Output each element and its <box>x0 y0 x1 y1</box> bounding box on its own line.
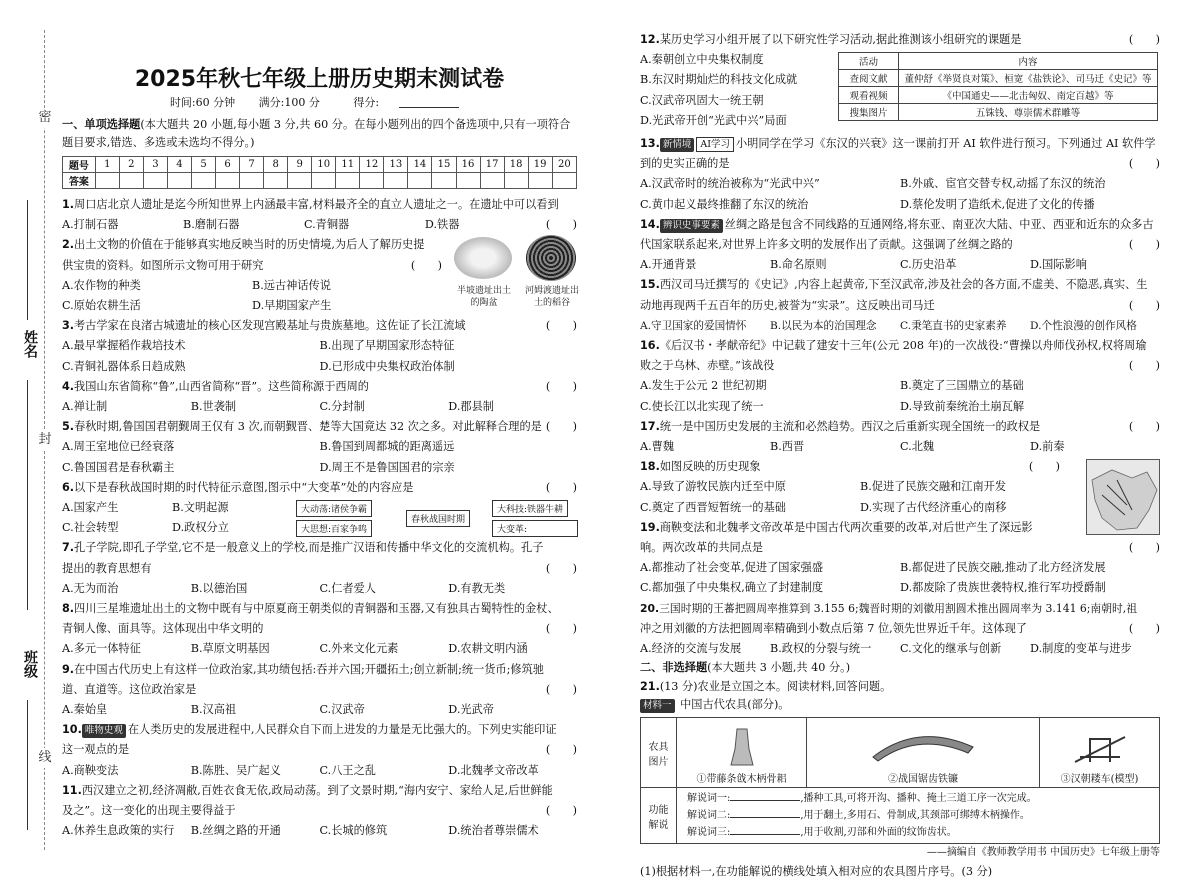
blank-3[interactable] <box>730 834 800 835</box>
answer-number-cell: 2 <box>119 157 143 173</box>
question-2: 2.出土文物的价值在于能够真实地反映当时的历史情境,为后人了解历史提 供宝贵的资料。如图所示文物可用于研究 ( ) A.农作物的种类 B.远古神话传说 C.原始农耕生活 D.早期国家产生 半坡遗址出土的陶盆 河姆渡遗址出土的稻谷 <box>62 235 577 316</box>
question-9-line2: 道、直道等。这位政治家是 ( ) <box>62 682 577 696</box>
answer-number-cell: 11 <box>336 157 360 173</box>
answer-cell[interactable] <box>360 173 384 189</box>
section-1-header: 一、单项选择题(本大题共 20 小题,每小题 3 分,共 60 分。在每小题列出的四个备选项中,只有一项符合题目要求,错选、多选或未选均不得分。) <box>62 118 571 149</box>
question-14-options[interactable]: A.开通背景 B.命名原则 C.历史沿革 D.国际影响 <box>640 258 1087 272</box>
diagram-box-tech: 大科技:铁器牛耕 <box>492 500 568 517</box>
section-2-header: 二、非选择题(本大题共 3 小题,共 40 分。) <box>640 661 851 675</box>
answer-cell[interactable] <box>336 173 360 189</box>
question-6: 6.以下是春秋战国时期的时代特征示意图,图示中“大变革”处的内容应是 ( ) A.国家产生 B.文明起源 C.社会转型 D.政权分立 大动荡:诸侯争霸 大思想:百家争鸣 春秋战国时期 大科技:铁器牛耕 大变革: <box>62 478 577 539</box>
seal-char-mi: 密 <box>35 108 55 128</box>
question-9-options[interactable]: A.秦始皇 B.汉高祖 C.汉武帝 D.光武帝 <box>62 703 494 717</box>
answer-number-cell: 20 <box>552 157 576 173</box>
exam-time: 时间:60 分钟 <box>169 96 236 109</box>
question-7: 7.孔子学院,即孔子学堂,它不是一般意义上的学校,而是推广汉语和传播中华文化的交流机构。孔子 <box>62 541 544 555</box>
answer-number-cell: 14 <box>408 157 432 173</box>
question-5-options[interactable]: A.周王室地位已经衰落 B.鲁国到周都城的距离遥远 C.鲁国国君是春秋霸主 D.周王不是鲁国国君的宗亲 <box>62 440 455 474</box>
score-blank[interactable] <box>399 98 459 108</box>
question-6-options[interactable]: A.国家产生 B.文明起源 C.社会转型 D.政权分立 <box>62 501 229 535</box>
blank-1[interactable] <box>730 800 800 801</box>
seal-char-feng: 封 <box>35 430 55 450</box>
era-diagram <box>296 500 586 540</box>
answer-cell[interactable] <box>456 173 480 189</box>
question-18-options[interactable]: A.导致了游牧民族内迁至中原 B.促进了民族交融和江南开发 C.奠定了西晋短暂统一的基础 D.实现了古代经济重心的南移 <box>640 480 1007 514</box>
pottery-caption: 半坡遗址出土的陶盆 <box>456 286 511 309</box>
tag-new-context: 新情境 <box>660 138 695 152</box>
diagram-box-era: 春秋战国时期 <box>406 510 470 527</box>
question-4: 4.我国山东省简称“鲁”,山西省简称“晋”。这些简称源于西周的 ( ) <box>62 379 577 393</box>
answer-number-cell: 6 <box>216 157 240 173</box>
answer-table-head-number: 题号 <box>63 157 96 173</box>
question-3-options[interactable]: A.最早掌握稻作栽培技术 B.出现了早期国家形态特征 C.青铜礼器体系日趋成熟 D.已形成中央集权政治体制 <box>62 339 455 373</box>
answer-number-cell: 8 <box>264 157 288 173</box>
answer-cell[interactable] <box>480 173 504 189</box>
question-17: 17.统一是中国历史发展的主流和必然趋势。西汉之后重新实现全国统一的政权是 ( ) <box>640 419 1160 433</box>
question-20: 20.三国时期的王蕃把圆周率推算到 3.155 6;魏晋时期的刘徽用割圆术推出圆周率为 3.141 6;南朝时,祖 <box>640 601 1138 615</box>
question-15-options[interactable]: A.守卫国家的爱国情怀 B.以民为本的治国理念 C.秉笔直书的史家素养 D.个性浪漫的创作风格 <box>640 319 1137 332</box>
answer-number-cell: 9 <box>288 157 312 173</box>
answer-number-cell: 1 <box>95 157 119 173</box>
question-7-line2: 提出的教育思想有 ( ) <box>62 561 577 575</box>
question-19-line2: 响。两次改革的共同点是 ( ) <box>640 541 1160 555</box>
answer-cell[interactable] <box>288 173 312 189</box>
page-title: 2025年秋七年级上册历史期末测试卷 <box>134 67 505 92</box>
left-column <box>62 30 577 842</box>
answer-number-cell: 12 <box>360 157 384 173</box>
iron-sickle-icon <box>868 727 978 767</box>
question-21-sub1: (1)根据材料一,在功能解说的横线处填入相对应的农具图片序号。(3 分) <box>640 865 993 879</box>
question-7-options[interactable]: A.无为而治 B.以德治国 C.仁者爱人 D.有教无类 <box>62 581 506 595</box>
question-13: 13. 新情境 AI学习 小明同学在学习《东汉的兴衰》这一课前打开 AI 软件进行预习。下列通过 AI 软件学 <box>640 137 1156 150</box>
class-line <box>27 700 28 830</box>
answer-cell[interactable] <box>552 173 576 189</box>
question-4-options[interactable]: A.禅让制 B.世袭制 C.分封制 D.郡县制 <box>62 400 494 414</box>
question-17-options[interactable]: A.曹魏 B.西晋 C.北魏 D.前秦 <box>640 440 1065 454</box>
question-16-options[interactable]: A.发生于公元 2 世纪初期 B.奠定了三国鼎立的基础 C.使长江以北实现了统一 D.导致前秦统治土崩瓦解 <box>640 379 1025 413</box>
question-3: 3.考古学家在良渚古城遗址的核心区发现宫殿基址与贵族墓地。这佐证了长江流域 ( ) <box>62 319 577 333</box>
tools-row-head: 农具图片 <box>641 718 677 788</box>
question-9: 9.在中国古代历史上有这样一位政治家,其功绩包括:吞并六国;开疆拓土;创立新制;统一货币;修筑驰 <box>62 662 544 676</box>
answer-cell[interactable] <box>384 173 408 189</box>
tag-materialism: 唯物史观 <box>82 724 126 738</box>
answer-number-cell: 3 <box>143 157 167 173</box>
diagram-box-change: 大变革: <box>492 520 578 537</box>
tool-cell-3: ③汉朝耧车(模型) <box>1040 718 1160 788</box>
blank-2[interactable] <box>730 817 800 818</box>
answer-number-cell: 19 <box>528 157 552 173</box>
question-14: 14. 辨识史事要素 丝绸之路是包含不同线路的互通网络,将东亚、南亚次大陆、中亚、西亚和近东的众多古 <box>640 217 1154 231</box>
rice-caption: 河姆渡遗址出土的稻谷 <box>524 286 579 309</box>
question-8: 8.四川三星堆遗址出土的文物中既有与中原夏商王朝类似的青铜器和玉器,又有独具古蜀特性的金杖、 <box>62 602 559 616</box>
answer-cell[interactable] <box>240 173 264 189</box>
question-8-options[interactable]: A.多元一体特征 B.草原文明基因 C.外来文化元素 D.农耕文明内涵 <box>62 642 528 656</box>
answer-cell[interactable] <box>143 173 167 189</box>
right-column <box>640 30 1160 882</box>
answer-cell[interactable] <box>408 173 432 189</box>
diagram-box-turmoil: 大动荡:诸侯争霸 <box>296 500 372 517</box>
question-13-line2: 到的史实正确的是 ( ) <box>640 157 1160 171</box>
migration-map <box>1086 459 1160 535</box>
question-15: 15.西汉司马迁撰写的《史记》,内容上起黄帝,下至汉武帝,涉及社会的各方面,不虚美、不隐恶,真实、生 <box>640 278 1148 292</box>
function-row-head: 功能解说 <box>641 788 677 844</box>
material-source: ——摘编自《教师教学用书 中国历史》七年级上册等 <box>926 847 1160 859</box>
question-15-line2: 动地再现两千五百年的历史,被誉为“实录”。这反映出司马迁 ( ) <box>640 298 1160 312</box>
question-20-options[interactable]: A.经济的交流与发展 B.政权的分裂与统一 C.文化的继承与创新 D.制度的变革与进步 <box>640 642 1132 656</box>
answer-cell[interactable] <box>432 173 456 189</box>
binding-margin <box>0 0 58 882</box>
answer-cell[interactable] <box>312 173 336 189</box>
answer-table-head-answer: 答案 <box>63 173 96 189</box>
question-12-options[interactable]: A.秦朝创立中央集权制度 B.东汉时期灿烂的科技文化成就 C.汉武帝巩固大一统王朝 D.光武帝开创“光武中兴”局面 <box>640 53 798 127</box>
question-10-options[interactable]: A.商鞅变法 B.陈胜、吴广起义 C.八王之乱 D.北魏孝文帝改革 <box>62 763 539 777</box>
material-1-label: 材料一 中国古代农具(部分)。 <box>640 697 1160 713</box>
answer-cell[interactable] <box>528 173 552 189</box>
question-10-line2: 这一观点的是 ( ) <box>62 743 577 757</box>
question-1: 1.周口店北京人遗址是迄今所知世界上内涵最丰富,材料最齐全的直立人遗址之一。在遗址中可以看到 ( ) <box>62 198 577 232</box>
question-14-line2: 代国家联系起来,对世界上许多文明的发展作出了贡献。这强调了丝绸之路的 ( ) <box>640 238 1160 252</box>
question-19-options[interactable]: A.都推动了社会变革,促进了国家强盛 B.都促进了民族交融,推动了北方经济发展 C.都加强了中央集权,确立了封建制度 D.都废除了贵族世袭特权,推行军功授爵制 <box>640 561 1106 595</box>
question-11-line2: 及之”。这一变化的出现主要得益于 ( ) <box>62 804 577 818</box>
pottery-basin-image <box>454 237 512 279</box>
farm-tools-table <box>640 717 1160 844</box>
seed-drill-icon <box>1070 727 1130 767</box>
question-2-options[interactable]: A.农作物的种类 B.远古神话传说 C.原始农耕生活 D.早期国家产生 <box>62 278 332 313</box>
bone-spade-icon <box>727 727 757 767</box>
question-11: 11.西汉建立之初,经济凋敝,百姓衣食无依,政局动荡。到了文景时期,“海内安宁、家给人足,后世鲜能 <box>62 783 553 797</box>
tag-ai-learning: AI学习 <box>696 137 734 152</box>
question-8-line2: 青铜人像、面具等。这体现出中华文明的 ( ) <box>62 622 577 636</box>
question-5: 5.春秋时期,鲁国国君朝觐周王仅有 3 次,而朝觐晋、楚等大国竟达 32 次之多。对此解释合理的是 ( ) <box>62 420 577 434</box>
diagram-box-thought: 大思想:百家争鸣 <box>296 520 372 537</box>
score-label: 得分: <box>353 96 380 109</box>
answer-cell[interactable] <box>504 173 528 189</box>
exam-meta <box>62 94 577 110</box>
answer-cell[interactable] <box>95 173 119 189</box>
answer-cell[interactable] <box>167 173 191 189</box>
tool-cell-1: ①带藤条戗木柄骨耜 <box>677 718 807 788</box>
tool-cell-2: ②战国锯齿铁镰 <box>807 718 1040 788</box>
rice-grain-image <box>526 235 576 281</box>
answer-cell[interactable] <box>119 173 143 189</box>
answer-number-cell: 13 <box>384 157 408 173</box>
question-16: 16.《后汉书・孝献帝纪》中记载了建安十三年(公元 208 年)的一次战役:“曹操以舟师伐孙权,权将周瑜 <box>640 339 1147 353</box>
answer-number-cell: 18 <box>504 157 528 173</box>
question-12: 12.某历史学习小组开展了以下研究性学习活动,据此推测该小组研究的课题是 ( ) A.秦朝创立中央集权制度 B.东汉时期灿烂的科技文化成就 C.汉武帝巩固大一统王朝 D.光武帝开创“光武中兴”局面 活动 内容 查阅文献 董仲舒《举贤良对策》、桓宽《盐铁论》、司马迁《史记》等 观看视频 《中国通史——北击匈奴、南定百越》等 搜集图片 五铢钱、尊崇儒术群雕等 <box>640 30 1160 134</box>
answer-number-cell: 10 <box>312 157 336 173</box>
question-21: 21.(13 分)农业是立国之本。阅读材料,回答问题。 <box>640 680 892 694</box>
answer-number-cell: 7 <box>240 157 264 173</box>
class-label: 班级 <box>22 650 38 678</box>
function-descriptions: 解说词一: ,播种工具,可将开沟、播种、掩土三道工序一次完成。 解说词二: ,用于翻土,多用石、骨制成,其颈部可绑缚木柄操作。 解说词三: ,用于收割,刃部和外面的纹饰齿状。 <box>677 788 1160 844</box>
answer-cell[interactable] <box>264 173 288 189</box>
name-line-bottom <box>27 380 28 610</box>
answer-cell[interactable] <box>216 173 240 189</box>
question-13-options[interactable]: A.汉武帝时的统治被称为“光武中兴” B.外戚、宦官交替专权,动摇了东汉的统治 C.黄巾起义最终推翻了东汉的统治 D.蔡伦发明了造纸术,促进了文化的传播 <box>640 177 1106 211</box>
answer-number-cell: 5 <box>191 157 215 173</box>
answer-table <box>62 156 577 189</box>
question-18: 18.如图反映的历史现象 ( ) A.导致了游牧民族内迁至中原 B.促进了民族交融和江南开发 C.奠定了西晋短暂统一的基础 D.实现了古代经济重心的南移 <box>640 457 1160 518</box>
activity-table: 活动 内容 查阅文献 董仲舒《举贤良对策》、桓宽《盐铁论》、司马迁《史记》等 观看视频 《中国通史——北击匈奴、南定百越》等 搜集图片 五铢钱、尊崇儒术群雕等 <box>838 52 1158 121</box>
tag-identify-elements: 辨识史事要素 <box>660 219 723 233</box>
answer-number-cell: 17 <box>480 157 504 173</box>
question-20-line2: 冲之用刘徽的方法把圆周率精确到小数点后第 7 位,领先世界近千年。这体现了 ( ) <box>640 621 1160 635</box>
seal-char-xian: 线 <box>35 748 55 768</box>
answer-number-cell: 16 <box>456 157 480 173</box>
name-line-top <box>27 200 28 320</box>
question-1-options[interactable]: A.打制石器 B.磨制石器 C.青铜器 D.铁器 <box>62 218 460 232</box>
answer-cell[interactable] <box>191 173 215 189</box>
answer-number-cell: 15 <box>432 157 456 173</box>
question-19: 19.商鞅变法和北魏孝文帝改革是中国古代两次重要的改革,对后世产生了深远影 <box>640 520 1033 534</box>
exam-full-score: 满分:100 分 <box>258 96 320 109</box>
answer-number-cell: 4 <box>167 157 191 173</box>
question-11-options[interactable]: A.休养生息政策的实行 B.丝绸之路的开通 C.长城的修筑 D.统治者尊崇儒术 <box>62 824 539 838</box>
name-label: 姓名 <box>22 330 38 358</box>
question-10: 10. 唯物史观 在人类历史的发展进程中,人民群众自下而上进发的力量是无比强大的。下列史实能印证 <box>62 723 557 737</box>
question-16-line2: 败之于乌林、赤壁。”该战役 ( ) <box>640 359 1160 373</box>
